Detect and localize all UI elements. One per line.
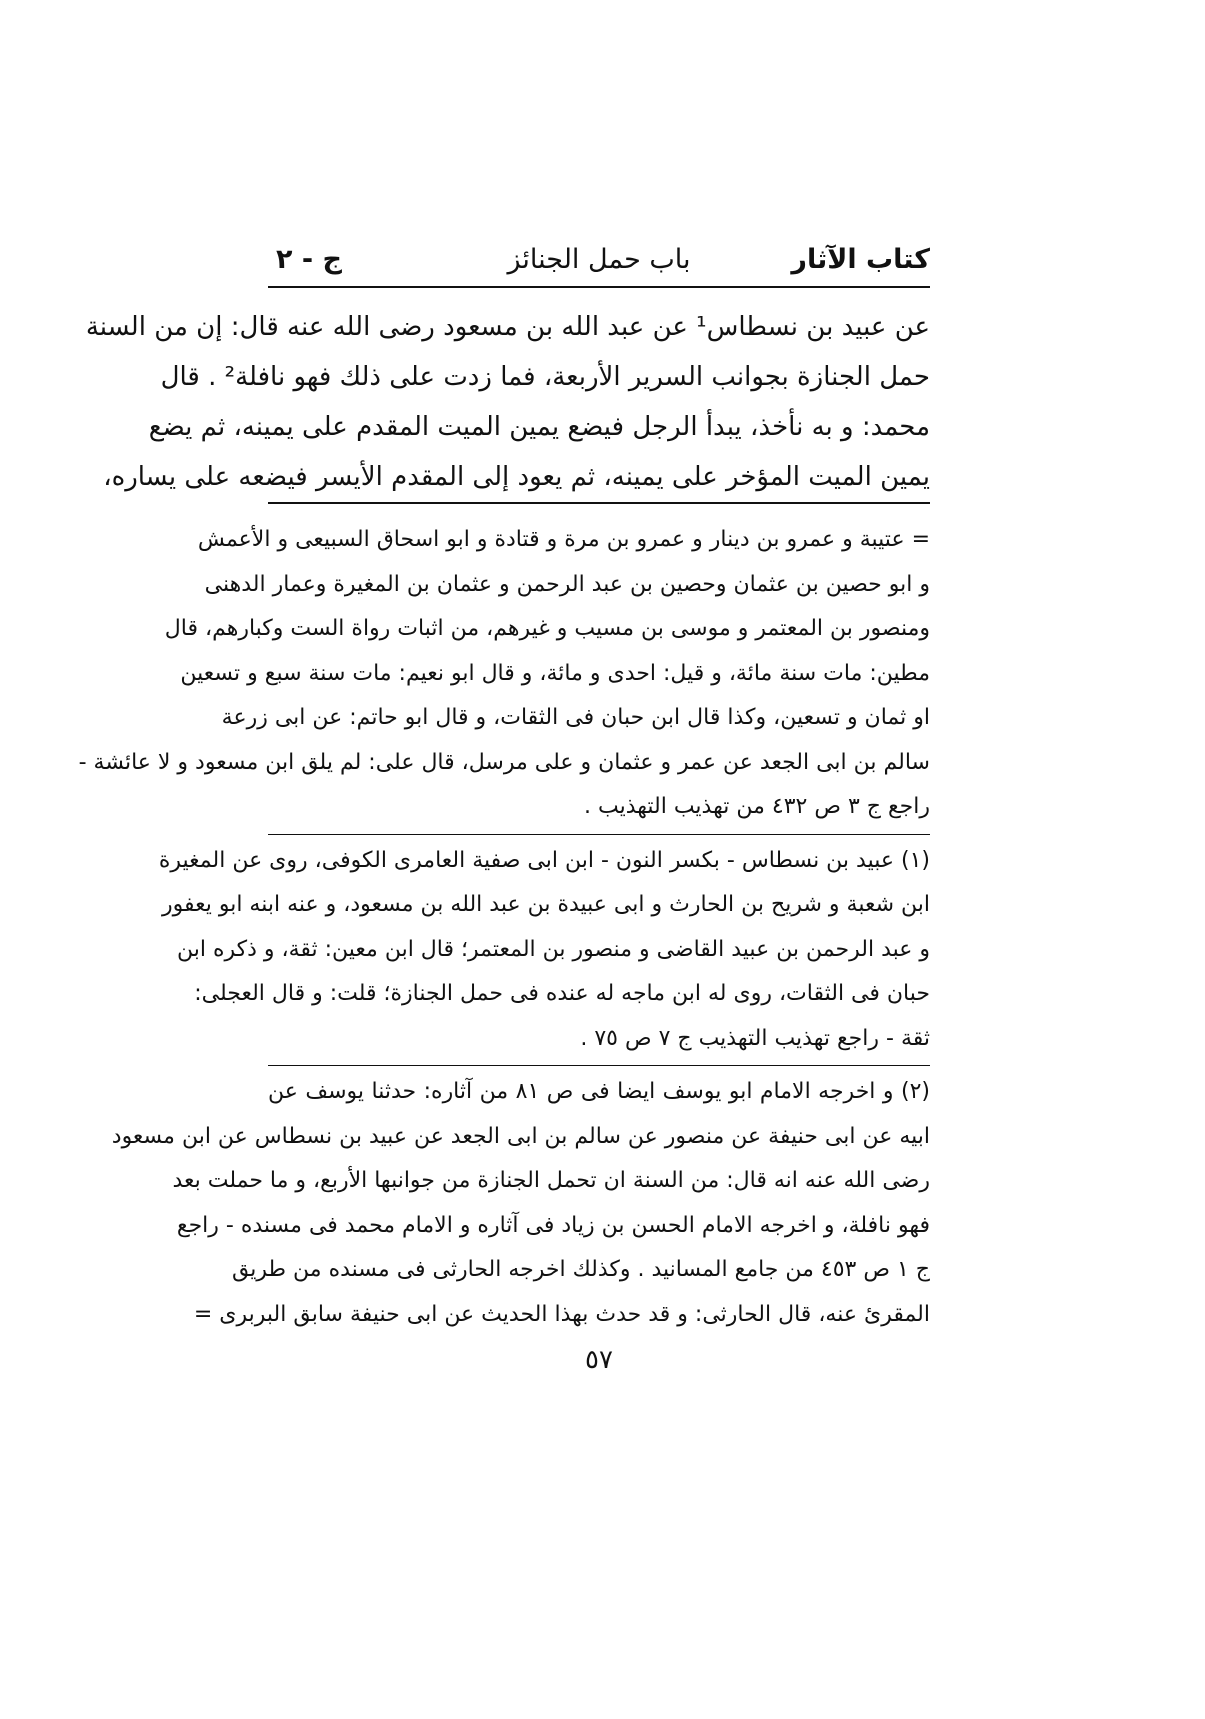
note-line: او ثمان و تسعين، وكذا قال ابن حبان فى الثقات، و قال ابو حاتم: عن ابى زرعة (221, 705, 930, 730)
note-line: راجع ج ٣ ص ٤٣٢ من تهذيب التهذيب . (583, 794, 930, 819)
main-line: حمل الجنازة بجوانب السرير الأربعة، فما زدت على ذلك فهو نافلة² . قال (160, 362, 930, 392)
main-line: محمد: و به نأخذ، يبدأ الرجل فيضع يمين الميت المقدم على يمينه، ثم يضع (148, 412, 930, 442)
note-line: حبان فى الثقات، روى له ابن ماجه له عنده فى حمل الجنازة؛ قلت: و قال العجلى: (194, 981, 930, 1006)
footnote-2 (111, 1070, 930, 1337)
header-rule (268, 286, 930, 288)
chapter-title: باب حمل الجنائز (507, 244, 691, 275)
note-line: و ابو حصين بن عثمان وحصين بن عبد الرحمن و عثمان بن المغيرة وعمار الدهنى (204, 571, 930, 597)
footnote-continuation (78, 518, 930, 830)
running-header (268, 228, 930, 286)
book-title: كتاب الآثار (791, 244, 930, 275)
main-line: يمين الميت المؤخر على يمينه، ثم يعود إلى المقدم الأيسر فيضعه على يساره، (268, 452, 930, 504)
note-line: سالم بن ابى الجعد عن عمر و عثمان و على مرسل، قال على: لم يلق ابن مسعود و لا عائشة - (78, 749, 930, 775)
note-line: فهو نافلة، و اخرجه الامام الحسن بن زياد فى آثاره و الامام محمد فى مسنده - راجع (176, 1212, 930, 1238)
note-line: (٢) و اخرجه الامام ابو يوسف ايضا فى ص ٨١ من آثاره: حدثنا يوسف عن (268, 1079, 930, 1104)
footnote-divider (268, 1065, 930, 1066)
footnote-1 (158, 839, 930, 1062)
main-line: عن عبيد بن نسطاس¹ عن عبد الله بن مسعود رضى الله عنه قال: إن من السنة (85, 312, 930, 342)
book-page (78, 228, 930, 1375)
note-line: ابيه عن ابى حنيفة عن منصور عن سالم بن ابى الجعد عن عبيد بن نسطاس عن ابن مسعود (111, 1123, 930, 1149)
volume-number: ج - ٢ (276, 244, 342, 275)
page-number: ٥٧ (585, 1345, 613, 1375)
footnotes (78, 518, 930, 1337)
note-line: ابن شعبة و شريح بن الحارث و ابى عبيدة بن عبد الله بن مسعود، و عنه ابنه ابو يعفور (161, 892, 930, 917)
note-line: المقرئ عنه، قال الحارثى: و قد حدث بهذا الحديث عن ابى حنيفة سابق البربرى = (193, 1301, 930, 1327)
note-line: ج ١ ص ٤٥٣ من جامع المسانيد . وكذلك اخرجه الحارثى فى مسنده من طريق (231, 1257, 930, 1282)
note-line: (١) عبيد بن نسطاس - بكسر النون - ابن ابى صفية العامرى الكوفى، روى عن المغيرة (158, 847, 930, 873)
note-line: رضى الله عنه انه قال: من السنة ان تحمل الجنازة من جوانبها الأربع، و ما حملت بعد (172, 1168, 930, 1193)
main-text (85, 302, 930, 504)
note-line: و عبد الرحمن بن عبيد القاضى و منصور بن المعتمر؛ قال ابن معين: ثقة، و ذكره ابن (176, 936, 930, 962)
note-line: ثقة - راجع تهذيب التهذيب ج ٧ ص ٧٥ . (580, 1025, 930, 1051)
note-line: ومنصور بن المعتمر و موسى بن مسيب و غيرهم، من اثبات رواة الست وكبارهم، قال (164, 616, 930, 641)
note-line: = عتيبة و عمرو بن دينار و عمرو بن مرة و قتادة و ابو اسحاق السبيعى و الأعمش (197, 527, 930, 552)
note-line: مطين: مات سنة مائة، و قيل: احدى و مائة، و قال ابو نعيم: مات سنة سبع و تسعين (180, 660, 930, 686)
footnote-divider (268, 834, 930, 835)
